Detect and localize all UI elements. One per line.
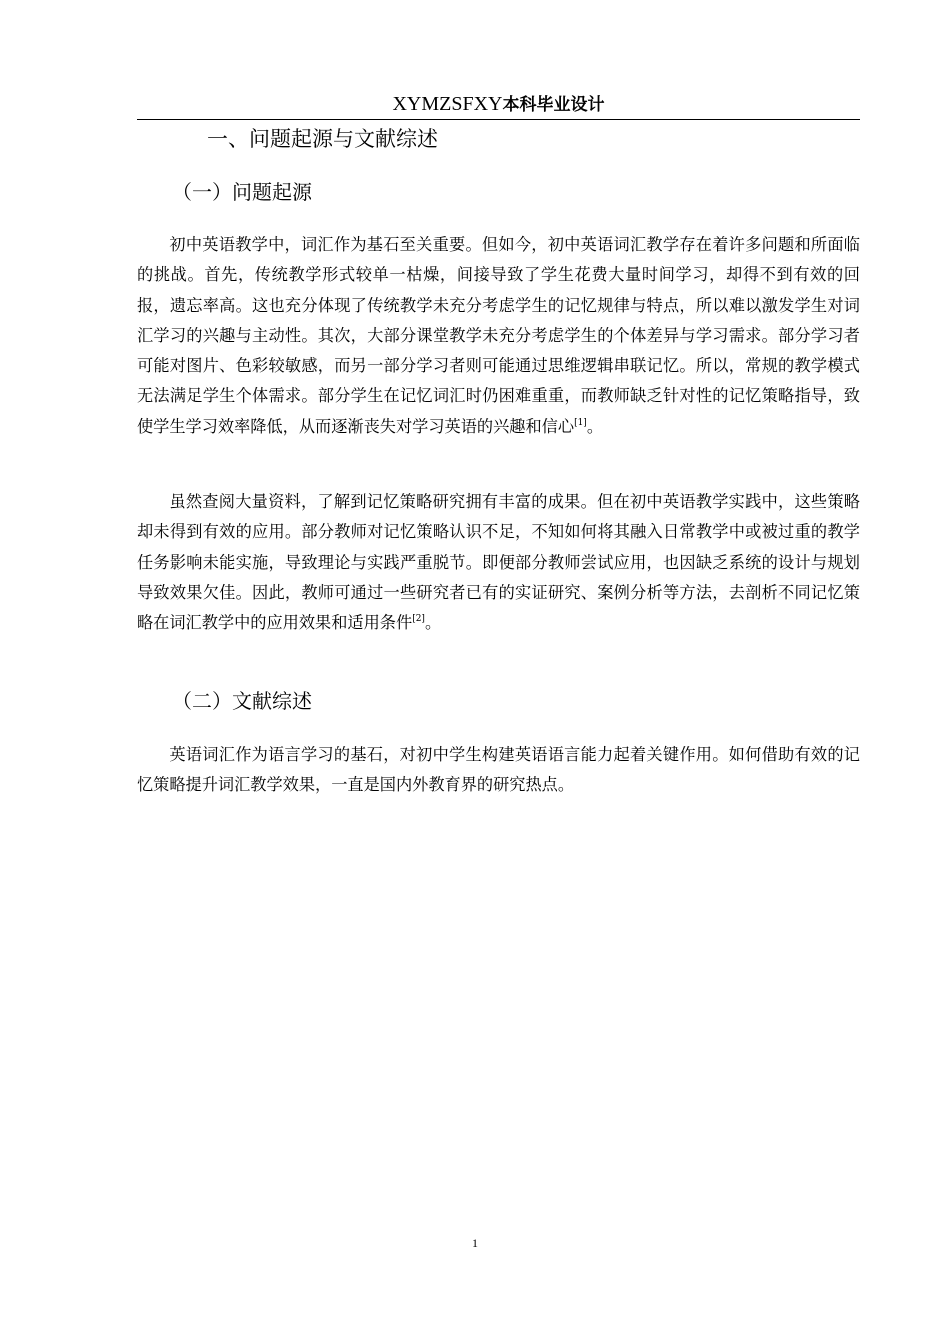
paragraph-end: 。: [586, 416, 603, 436]
header-school-code: XYMZSFXY: [392, 93, 503, 115]
page-header: [137, 91, 860, 118]
header-divider: [137, 119, 860, 120]
page-number: 1: [472, 1236, 478, 1250]
paragraph-text: 初中英语教学中，词汇作为基石至关重要。但如今，初中英语词汇教学存在着许多问题和所面临的挑战。首先，传统教学形式较单一枯燥，间接导致了学生花费大量时间学习，却得不到有效的回报，遗忘率高。这也充分体现了传统教学未充分考虑学生的记忆规律与特点，所以难以激发学生对词汇学习的兴趣与主动性。其次，大部分课堂教学未充分考虑学生的个体差异与学习需求。部分学习者可能对图片、色彩较敏感，而另一部分学习者则可能通过思维逻辑串联记忆。所以，常规的教学模式无法满足学生个体需求。部分学生在记忆词汇时仍困难重重，而教师缺乏针对性的记忆策略指导，致使学生学习效率降低，从而逐渐丧失对学习英语的兴趣和信心: [137, 235, 860, 436]
paragraph-text: 虽然查阅大量资料，了解到记忆策略研究拥有丰富的成果。但在初中英语教学实践中，这些策略却未得到有效的应用。部分教师对记忆策略认识不足，不知如何将其融入日常教学中或被过重的教学任务影响未能实施，导致理论与实践严重脱节。即便部分教师尝试应用，也因缺乏系统的设计与规划导致效果欠佳。因此，教师可通过一些研究者已有的实证研究、案例分析等方法，去剖析不同记忆策略在词汇教学中的应用效果和适用条件: [137, 492, 860, 633]
paragraph-end: 。: [424, 613, 442, 633]
subsection-title-origin: （一）问题起源: [172, 180, 312, 204]
paragraph: [137, 230, 860, 442]
subsection-title-literature: （二）文献综述: [172, 689, 312, 713]
header-thesis-label: 本科毕业设计: [502, 95, 605, 115]
section-title: 一、问题起源与文献综述: [207, 127, 438, 151]
paragraph: [137, 740, 860, 801]
citation-marker: [1]: [574, 417, 587, 428]
citation-marker: [2]: [412, 614, 425, 625]
paragraph: [137, 487, 860, 638]
paragraph-text: 英语词汇作为语言学习的基石，对初中学生构建英语语言能力起着关键作用。如何借助有效的记忆策略提升词汇教学效果，一直是国内外教育界的研究热点。: [137, 745, 860, 795]
